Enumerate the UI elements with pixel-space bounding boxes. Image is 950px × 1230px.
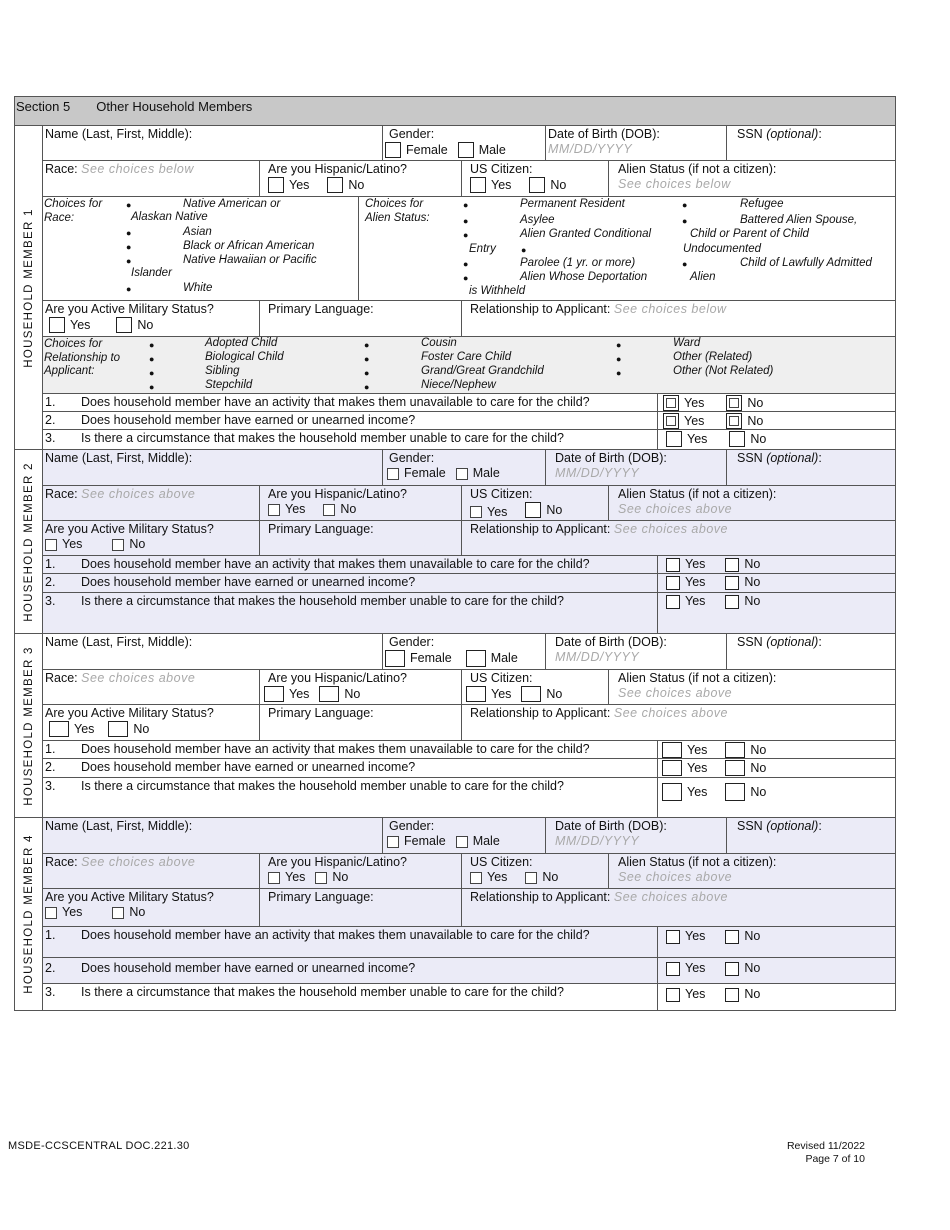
m4-q1-no-checkbox[interactable] — [725, 930, 739, 944]
m3-ssn-field[interactable]: SSN (optional): — [726, 633, 896, 670]
m3-citizen-no-checkbox[interactable] — [521, 686, 541, 702]
m3-gender-field: Gender: Female Male — [382, 633, 546, 670]
m4-q3-answers: Yes No — [657, 983, 896, 1011]
m1-hispanic-yes-checkbox[interactable] — [268, 177, 284, 193]
m2-q3-no-checkbox[interactable] — [725, 595, 739, 609]
section-number: Section 5 — [16, 99, 71, 114]
m2-q1-answers: Yes No — [657, 555, 896, 574]
m2-q2-no-checkbox[interactable] — [725, 576, 739, 590]
m3-question-2: 2. Does household member have earned or unearned income? — [42, 758, 658, 778]
m4-citizen-field: US Citizen: Yes No — [461, 853, 609, 889]
m3-dob-field[interactable]: Date of Birth (DOB): MM/DD/YYYY — [545, 633, 727, 670]
m3-q2-answers: Yes No — [657, 758, 896, 778]
m3-q2-no-checkbox[interactable] — [725, 760, 745, 776]
m1-language-field[interactable]: Primary Language: — [259, 300, 462, 337]
m3-q1-answers: Yes No — [657, 740, 896, 759]
m4-q2-yes-checkbox[interactable] — [666, 962, 680, 976]
m2-military-field: Are you Active Military Status? Yes No — [42, 520, 260, 556]
page-info — [700, 1140, 865, 1166]
relationship-choices: Choices for Relationship to Applicant: ● Adopted Child ● Biological Child ● Sibling ● Stepchild ● Cousin ● Foster Care Child ● Grand/Great Grandchild ● Niece/Nephew ● Ward ● Other (Related) ● Other (Not Related) — [42, 336, 896, 394]
m4-military-yes-checkbox[interactable] — [45, 907, 57, 919]
m1-q2-yes-checkbox[interactable] — [663, 413, 679, 429]
m4-citizen-no-checkbox[interactable] — [525, 872, 537, 884]
m3-question-3: 3. Is there a circumstance that makes the household member unable to care for the child? — [42, 777, 658, 818]
m4-dob-field[interactable]: Date of Birth (DOB): MM/DD/YYYY — [545, 817, 727, 854]
m2-military-yes-checkbox[interactable] — [45, 539, 57, 551]
m2-dob-field[interactable]: Date of Birth (DOB): MM/DD/YYYY — [545, 449, 727, 486]
m3-citizen-yes-checkbox[interactable] — [466, 686, 486, 702]
m2-male-checkbox[interactable] — [456, 468, 468, 480]
m2-citizen-field: US Citizen: Yes No — [461, 485, 609, 521]
m1-q2-no-checkbox[interactable] — [726, 413, 742, 429]
m2-q1-no-checkbox[interactable] — [725, 558, 739, 572]
m4-question-3: 3. Is there a circumstance that makes the household member unable to care for the child? — [42, 983, 658, 1011]
m4-q3-no-checkbox[interactable] — [725, 988, 739, 1002]
m4-military-field: Are you Active Military Status? Yes No — [42, 888, 260, 927]
m1-question-2: 2. Does household member have earned or unearned income? — [42, 411, 658, 430]
m2-hispanic-no-checkbox[interactable] — [323, 504, 335, 516]
m2-question-2: 2. Does household member have earned or unearned income? — [42, 573, 658, 593]
m2-q1-yes-checkbox[interactable] — [666, 558, 680, 572]
m3-q1-yes-checkbox[interactable] — [662, 742, 682, 758]
m3-q3-answers: Yes No — [657, 777, 896, 818]
m2-q2-answers: Yes No — [657, 573, 896, 593]
m1-relationship-field[interactable]: Relationship to Applicant: See choices below — [461, 300, 896, 337]
member-4-label: HOUSEHOLD MEMBER 4 — [14, 817, 43, 1011]
revised-date: Revised 11/2022 — [786, 1140, 865, 1152]
m4-hispanic-no-checkbox[interactable] — [315, 872, 327, 884]
m3-q3-no-checkbox[interactable] — [725, 783, 745, 801]
m2-name-field[interactable]: Name (Last, First, Middle): — [42, 449, 383, 486]
section-header — [14, 96, 896, 126]
m1-military-no-checkbox[interactable] — [116, 317, 132, 333]
m4-q2-no-checkbox[interactable] — [725, 962, 739, 976]
m1-question-3: 3. Is there a circumstance that makes the household member unable to care for the child? — [42, 429, 658, 450]
m1-ssn-field[interactable]: SSN (optional): — [726, 125, 896, 161]
m4-female-checkbox[interactable] — [387, 836, 399, 848]
m2-gender-field: Gender: Female Male — [382, 449, 546, 486]
m4-q3-yes-checkbox[interactable] — [666, 988, 680, 1002]
m4-gender-field: Gender: Female Male — [382, 817, 546, 854]
m2-question-1: 1. Does household member have an activity that makes them unavailable to care for the child? — [42, 555, 658, 574]
section-title: Other Household Members — [96, 99, 253, 114]
m4-ssn-field[interactable]: SSN (optional): — [726, 817, 896, 854]
race-choices: Choices for Race: ● Native American or Alaskan Native ● Asian ● Black or African American ● Native Hawaiian or Pacific Islander ● White — [42, 196, 359, 301]
m3-hispanic-yes-checkbox[interactable] — [264, 686, 284, 702]
m3-military-yes-checkbox[interactable] — [49, 721, 69, 737]
page-number: Page 7 of 10 — [805, 1153, 865, 1165]
m2-question-3: 3. Is there a circumstance that makes the household member unable to care for the child? — [42, 592, 658, 634]
m4-military-no-checkbox[interactable] — [112, 907, 124, 919]
m3-q2-yes-checkbox[interactable] — [662, 760, 682, 776]
m4-question-1: 1. Does household member have an activity that makes them unavailable to care for the child? — [42, 926, 658, 958]
m2-citizen-no-checkbox[interactable] — [525, 502, 541, 518]
m4-hispanic-yes-checkbox[interactable] — [268, 872, 280, 884]
m3-male-checkbox[interactable] — [466, 650, 486, 667]
m4-language-field[interactable]: Primary Language: — [259, 888, 462, 927]
m4-q1-yes-checkbox[interactable] — [666, 930, 680, 944]
m4-q1-answers: Yes No — [657, 926, 896, 958]
m1-q1-yes-checkbox[interactable] — [663, 395, 679, 411]
m4-name-field[interactable]: Name (Last, First, Middle): — [42, 817, 383, 854]
m2-language-field[interactable]: Primary Language: — [259, 520, 462, 556]
m1-citizen-yes-checkbox[interactable] — [470, 177, 486, 193]
member-3-label: HOUSEHOLD MEMBER 3 — [14, 633, 43, 818]
m3-military-no-checkbox[interactable] — [108, 721, 128, 737]
m2-hispanic-yes-checkbox[interactable] — [268, 504, 280, 516]
m1-name-field[interactable]: Name (Last, First, Middle): — [42, 125, 383, 161]
m1-q3-yes-checkbox[interactable] — [666, 431, 682, 447]
m1-q3-no-checkbox[interactable] — [729, 431, 745, 447]
m4-relationship-field[interactable]: Relationship to Applicant: See choices above — [461, 888, 896, 927]
member-1-label: HOUSEHOLD MEMBER 1 — [14, 125, 43, 450]
m3-alien-field[interactable]: Alien Status (if not a citizen): See choices above — [608, 669, 896, 705]
m1-race-field[interactable]: Race: See choices below — [42, 160, 260, 197]
m3-q1-no-checkbox[interactable] — [725, 742, 745, 758]
m1-female-checkbox[interactable] — [385, 142, 401, 158]
m1-military-yes-checkbox[interactable] — [49, 317, 65, 333]
m3-female-checkbox[interactable] — [385, 650, 405, 667]
m1-military-field: Are you Active Military Status? Yes No — [42, 300, 260, 337]
m1-citizen-no-checkbox[interactable] — [529, 177, 545, 193]
m3-q3-yes-checkbox[interactable] — [662, 783, 682, 801]
m2-hispanic-field: Are you Hispanic/Latino? Yes No — [259, 485, 462, 521]
m2-race-field[interactable]: Race: See choices above — [42, 485, 260, 521]
document-id: MSDE-CCSCENTRAL DOC.221.30 — [8, 1140, 190, 1152]
m2-female-checkbox[interactable] — [387, 468, 399, 480]
m2-q3-answers: Yes No — [657, 592, 896, 634]
m3-hispanic-field: Are you Hispanic/Latino? Yes No — [259, 669, 462, 705]
m1-q3-answers: Yes No — [657, 429, 896, 450]
m2-military-no-checkbox[interactable] — [112, 539, 124, 551]
m3-hispanic-no-checkbox[interactable] — [319, 686, 339, 702]
m3-relationship-field[interactable]: Relationship to Applicant: See choices above — [461, 704, 896, 741]
m1-gender-field: Gender: Female Male — [382, 125, 546, 161]
m2-relationship-field[interactable]: Relationship to Applicant: See choices above — [461, 520, 896, 556]
m3-question-1: 1. Does household member have an activity that makes them unavailable to care for the child? — [42, 740, 658, 759]
m2-q3-yes-checkbox[interactable] — [666, 595, 680, 609]
m1-q2-answers: Yes No — [657, 411, 896, 430]
m2-q2-yes-checkbox[interactable] — [666, 576, 680, 590]
m1-q1-no-checkbox[interactable] — [726, 395, 742, 411]
m1-alien-field[interactable]: Alien Status (if not a citizen): See choices below — [608, 160, 896, 197]
m3-name-field[interactable]: Name (Last, First, Middle): — [42, 633, 383, 670]
m1-q1-answers: Yes No — [657, 393, 896, 412]
m4-alien-field[interactable]: Alien Status (if not a citizen): See choices above — [608, 853, 896, 889]
m4-question-2: 2. Does household member have earned or unearned income? — [42, 957, 658, 984]
m2-ssn-field[interactable]: SSN (optional): — [726, 449, 896, 486]
m4-q2-answers: Yes No — [657, 957, 896, 984]
m4-male-checkbox[interactable] — [456, 836, 468, 848]
m1-citizen-field: US Citizen: Yes No — [461, 160, 609, 197]
m4-race-field[interactable]: Race: See choices above — [42, 853, 260, 889]
m3-race-field[interactable]: Race: See choices above — [42, 669, 260, 705]
m1-hispanic-no-checkbox[interactable] — [327, 177, 343, 193]
m4-citizen-yes-checkbox[interactable] — [470, 872, 482, 884]
m1-male-checkbox[interactable] — [458, 142, 474, 158]
m3-citizen-field: US Citizen: Yes No — [461, 669, 609, 705]
alien-status-choices: Choices for Alien Status: ● Permanent Resident ● Asylee ● Alien Granted Conditional Entry ● ● Parolee (1 yr. or more) ● Alien Whose Deportation is Withheld ● Refugee ● Battered Alien Spouse, Child or Parent of Child Undocumented ● Child of Lawfully Admitted Alien — [358, 196, 896, 301]
member-2-label: HOUSEHOLD MEMBER 2 — [14, 449, 43, 634]
m1-dob-field[interactable]: Date of Birth (DOB): MM/DD/YYYY — [545, 125, 727, 161]
m3-language-field[interactable]: Primary Language: — [259, 704, 462, 741]
m3-military-field: Are you Active Military Status? Yes No — [42, 704, 260, 741]
m2-citizen-yes-checkbox[interactable] — [470, 506, 482, 518]
m4-hispanic-field: Are you Hispanic/Latino? Yes No — [259, 853, 462, 889]
m1-hispanic-field: Are you Hispanic/Latino? Yes No — [259, 160, 462, 197]
m2-alien-field[interactable]: Alien Status (if not a citizen): See choices above — [608, 485, 896, 521]
m1-question-1: 1. Does household member have an activity that makes them unavailable to care for the child? — [42, 393, 658, 412]
